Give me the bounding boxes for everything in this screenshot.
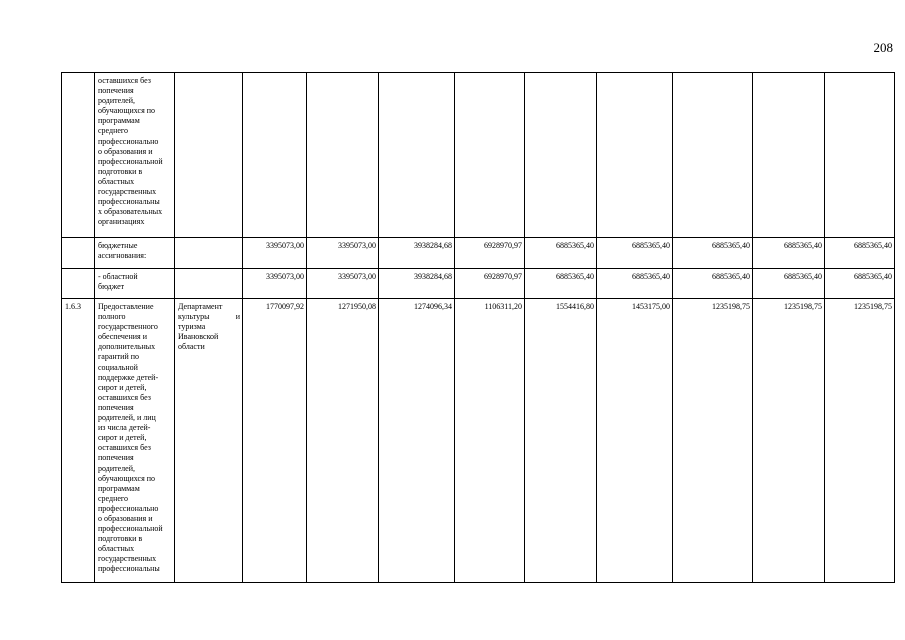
row-value-cell-5: 6885365,40 [525,238,597,269]
budget-table [61,72,895,583]
table-row-item-1-6-3 [62,299,895,583]
row-value-cell-2: 3395073,00 [307,238,379,269]
row-department-cell: Департамент культуры и туризма Ивановской области [175,299,243,583]
row-department-cell [175,269,243,299]
table-body [62,73,895,583]
row-value-cell-6: 6885365,40 [597,238,673,269]
row-code-cell [62,238,95,269]
table-row-continued-description [62,73,895,238]
row-value-cell-3 [379,73,455,238]
row-value-cell-5 [525,73,597,238]
row-value-cell-7: 6885365,40 [673,238,753,269]
row-value-cell-3: 3938284,68 [379,238,455,269]
table-row-regional-budget [62,269,895,299]
row-code-cell: 1.6.3 [62,299,95,583]
row-description-cell: - областной бюджет [95,269,175,299]
row-code-cell [62,269,95,299]
row-description-cell: Предоставление полного государственного обеспечения и дополнительных гарантий по социальной поддержке детей- сирот и детей, оставшихся без попечения родителей, и лиц из числа детей- сирот и детей, оставшихся без попечения родителей, обучающихся по программам среднего профессионально о образования и профессиональной подготовки в областных государственных профессиональны [95,299,175,583]
row-value-cell-1: 1770097,92 [243,299,307,583]
row-value-cell-7: 1235198,75 [673,299,753,583]
row-department-cell [175,73,243,238]
row-department-cell [175,238,243,269]
row-value-cell-3: 1274096,34 [379,299,455,583]
row-value-cell-2: 3395073,00 [307,269,379,299]
row-description-cell: оставшихся без попечения родителей, обучающихся по программам среднего профессионально о образования и профессиональной подготовки в областных государственных профессиональны х образовательных организациях [95,73,175,238]
row-value-cell-3: 3938284,68 [379,269,455,299]
row-code-cell [62,73,95,238]
row-value-cell-9: 1235198,75 [825,299,895,583]
row-value-cell-4: 1106311,20 [455,299,525,583]
row-value-cell-8: 1235198,75 [753,299,825,583]
page-number: 208 [873,40,893,55]
row-value-cell-9 [825,73,895,238]
table-row-budget-allocations [62,238,895,269]
row-value-cell-9: 6885365,40 [825,238,895,269]
row-value-cell-1: 3395073,00 [243,269,307,299]
row-description-cell: бюджетные ассигнования: [95,238,175,269]
row-value-cell-4: 6928970,97 [455,269,525,299]
row-value-cell-4: 6928970,97 [455,238,525,269]
row-value-cell-4 [455,73,525,238]
row-value-cell-8: 6885365,40 [753,269,825,299]
row-value-cell-6: 1453175,00 [597,299,673,583]
row-value-cell-6: 6885365,40 [597,269,673,299]
row-value-cell-8: 6885365,40 [753,238,825,269]
row-value-cell-5: 1554416,80 [525,299,597,583]
row-value-cell-1: 3395073,00 [243,238,307,269]
row-value-cell-5: 6885365,40 [525,269,597,299]
row-value-cell-6 [597,73,673,238]
row-value-cell-2: 1271950,08 [307,299,379,583]
row-value-cell-8 [753,73,825,238]
row-value-cell-7: 6885365,40 [673,269,753,299]
row-value-cell-7 [673,73,753,238]
row-value-cell-9: 6885365,40 [825,269,895,299]
row-value-cell-1 [243,73,307,238]
row-value-cell-2 [307,73,379,238]
